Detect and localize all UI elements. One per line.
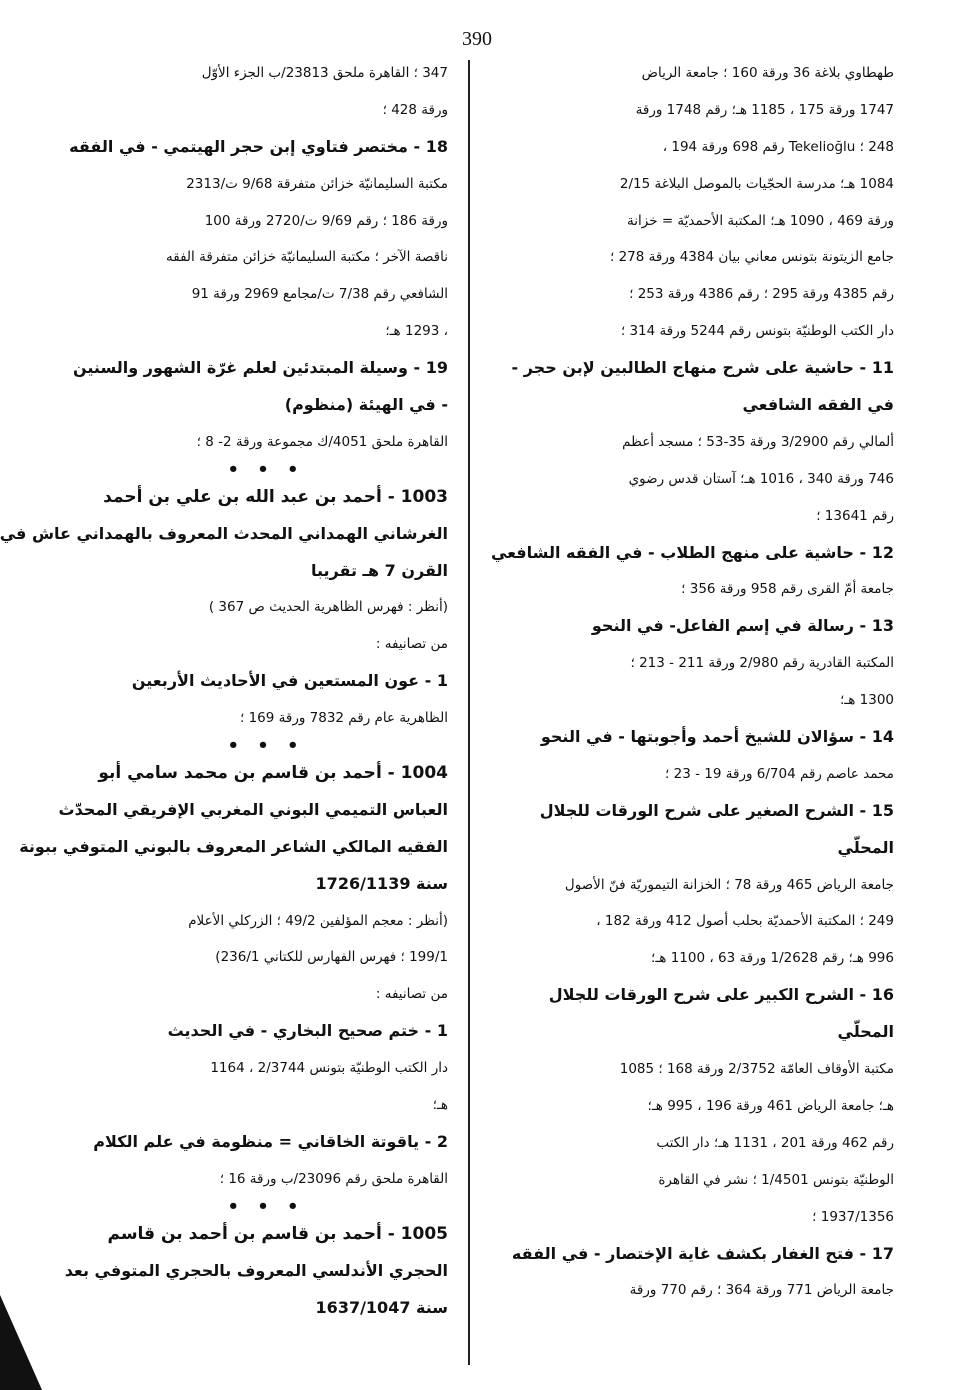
author-heading-cont: سنة 1726/1139 — [315, 873, 448, 893]
entry-heading: 18 - مختصر فتاوي إبن حجر الهيتمي - في الفقه — [69, 136, 448, 156]
entry-heading: 2 - ياقوتة الخاقاني = منظومة في علم الكلام — [93, 1131, 448, 1151]
entry-heading: 13 - رسالة في إسم الفاعل- في النحو — [591, 616, 894, 636]
separator-dots: • • • — [227, 735, 305, 757]
text-line: 249 ؛ المكتبة الأحمديّة بحلب أصول 412 ورقة 182 ، — [596, 913, 894, 930]
text-line: طهطاوي بلاغة 36 ورقة 160 ؛ جامعة الرياض — [641, 65, 894, 81]
text-line: 1937/1356 ؛ — [812, 1208, 894, 1225]
separator-dots: • • • — [227, 458, 305, 480]
entry-heading: 11 - حاشية على شرح منهاج الطالبين لإبن حجر - — [511, 358, 894, 378]
entry-heading: 1 - ختم صحيح البخاري - في الحديث — [167, 1021, 448, 1041]
entry-heading-cont: المحلّي — [837, 1022, 894, 1042]
text-line: دار الكتب الوطنيّة بتونس 2/3744 ، 1164 — [210, 1060, 448, 1077]
entry-heading: 16 - الشرح الكبير على شرح الورقات للجلال — [548, 985, 894, 1005]
text-line: ناقصة الآخر ؛ مكتبة السليمانيّة خزائن متفرقة الفقه — [166, 249, 448, 266]
entry-heading: 1 - عون المستعين في الأحاديث الأربعين — [131, 671, 448, 691]
text-line: مكتبة السليمانيّة خزائن متفرقة 9/68 ت/2313 — [186, 175, 448, 192]
text-line: 347 ؛ القاهرة ملحق 23813/ب الجزء الأوّل — [201, 65, 448, 81]
text-line: هـ؛ — [432, 1097, 448, 1114]
works-label: من تصانيفه : — [375, 636, 448, 653]
text-line: ورقة 428 ؛ — [382, 101, 448, 118]
author-heading: 1003 - أحمد بن عبد الله بن علي بن أحمد — [103, 486, 448, 507]
author-heading-cont: الفقيه المالكي الشاعر المعروف بالبوني المتوفي ببونة — [19, 836, 448, 856]
text-line: ورقة 469 ، 1090 هـ؛ المكتبة الأحمديّة = خزانة — [627, 212, 894, 229]
separator-dots: • • • — [227, 1195, 305, 1217]
entry-heading: 14 - سؤالان للشيخ أحمد وأجوبتها - في النحو — [540, 727, 894, 747]
entry-heading: 12 - حاشية على منهج الطلاب - في الفقه الشافعي — [490, 542, 894, 562]
text-line: 248 ؛ Tekelioğlu رقم 698 ورقة 194 ، — [662, 138, 894, 155]
left-column — [0, 55, 448, 1326]
text-line: رقم 462 ورقة 201 ، 1131 هـ؛ دار الكتب — [656, 1134, 894, 1151]
entry-heading-cont: - في الهيئة (منظوم) — [284, 395, 448, 415]
text-line: ألمالي رقم 3/2900 ورقة 35-53 ؛ مسجد أعظم — [622, 433, 894, 450]
column-divider — [468, 60, 470, 1365]
entry-heading: 15 - الشرح الصغير على شرح الورقات للجلال — [539, 800, 894, 820]
text-line: رقم 13641 ؛ — [816, 507, 894, 524]
scan-edge-mark — [0, 1295, 42, 1390]
author-heading-cont: الغرشاني الهمداني المحدث المعروف بالهمداني عاش في — [0, 523, 448, 543]
text-line: جامع الزيتونة بتونس معاني بيان 4384 ورقة 278 ؛ — [610, 249, 894, 266]
author-heading: 1005 - أحمد بن قاسم بن أحمد بن قاسم — [107, 1223, 448, 1244]
author-heading-cont: العباس التميمي البوني المغربي الإفريقي المحدّث — [58, 799, 448, 819]
entry-heading: 17 - فتح الغفار بكشف غاية الإختصار - في الفقه — [511, 1243, 894, 1263]
text-line: دار الكتب الوطنيّة بتونس رقم 5244 ورقة 314 ؛ — [620, 323, 894, 340]
text-line: مكتبة الأوقاف العامّة 2/3752 ورقة 168 ؛ 1085 — [619, 1061, 894, 1078]
text-line: المكتبة القادرية رقم 2/980 ورقة 211 - 213 ؛ — [630, 655, 894, 672]
reference-note: (أنظر : فهرس الظاهرية الحديث ص 367 ) — [208, 599, 448, 616]
text-line: القاهرة ملحق 4051/ك مجموعة ورقة 2- 8 ؛ — [196, 433, 448, 450]
text-line: 1747 ورقة 175 ، 1185 هـ؛ رقم 1748 ورقة — [635, 101, 894, 118]
right-column — [490, 55, 894, 1309]
works-label: من تصانيفه : — [375, 986, 448, 1003]
page-number: 390 — [462, 28, 492, 50]
text-line: ورقة 186 ؛ رقم 9/69 ت/2720 ورقة 100 — [204, 212, 448, 229]
reference-note: 199/1 ؛ فهرس الفهارس للكتاني 236/1) — [215, 949, 448, 966]
entry-heading-cont: المحلّي — [837, 837, 894, 857]
text-line: رقم 4385 ورقة 295 ؛ رقم 4386 ورقة 253 ؛ — [629, 286, 894, 303]
entry-heading: 19 - وسيلة المبتدئين لعلم غرّة الشهور والسنين — [72, 358, 448, 378]
author-heading-cont: سنة 1637/1047 — [315, 1297, 448, 1317]
text-line: 746 ورقة 340 ، 1016 هـ؛ آستان قدس رضوي — [628, 470, 894, 487]
entry-heading-cont: في الفقه الشافعي — [742, 395, 894, 415]
author-heading: 1004 - أحمد بن قاسم بن محمد سامي أبو — [98, 763, 448, 784]
author-heading-cont: الحجري الأندلسي المعروف بالحجري المتوفي بعد — [64, 1260, 448, 1280]
text-line: الوطنيّة بتونس 1/4501 ؛ نشر في القاهرة — [658, 1171, 894, 1188]
text-line: القاهرة ملحق رقم 23096/ب ورقة 16 ؛ — [219, 1170, 448, 1187]
text-line: الظاهرية عام رقم 7832 ورقة 169 ؛ — [239, 710, 448, 727]
text-line: محمد عاصم رقم 6/704 ورقة 19 - 23 ؛ — [665, 765, 894, 782]
text-line: الشافعي رقم 7/38 ت/مجامع 2969 ورقة 91 — [191, 286, 448, 303]
text-line: هـ؛ جامعة الرياض 461 ورقة 196 ، 995 هـ؛ — [647, 1097, 894, 1114]
text-line: ، 1293 هـ؛ — [385, 323, 448, 340]
text-line: جامعة الرياض 771 ورقة 364 ؛ رقم 770 ورقة — [629, 1282, 894, 1299]
text-line: 1084 هـ؛ مدرسة الحجّيات بالموصل البلاغة 2/15 — [619, 175, 894, 192]
text-line: جامعة أمّ القرى رقم 958 ورقة 356 ؛ — [681, 581, 894, 598]
author-heading-cont: القرن 7 هـ تقريبا — [310, 560, 448, 580]
reference-note: (أنظر : معجم المؤلفين 49/2 ؛ الزركلي الأعلام — [188, 912, 448, 929]
text-line: 1300 هـ؛ — [839, 692, 894, 709]
text-line: جامعة الرياض 465 ورقة 78 ؛ الخزانة التيموريّة فنّ الأصول — [564, 876, 894, 893]
text-line: 996 هـ؛ رقم 1/2628 ورقة 63 ، 1100 هـ؛ — [651, 950, 894, 967]
